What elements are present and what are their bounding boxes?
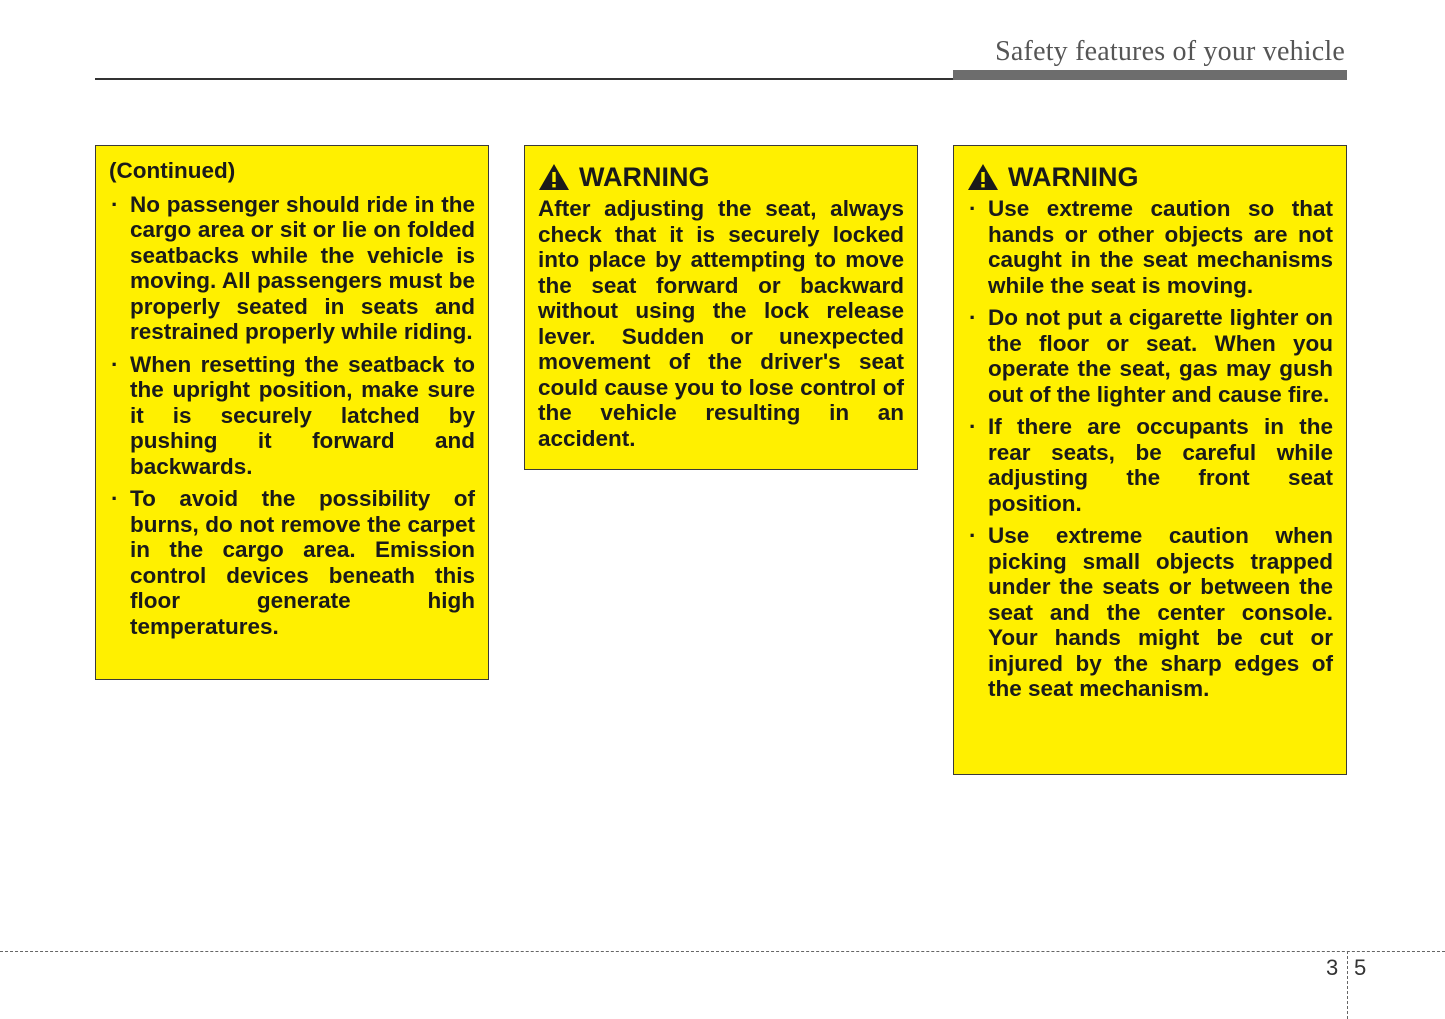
list-item: · Use extreme caution so that hands or other objects are not caught in the seat mechanisms while the seat is moving.	[967, 196, 1333, 298]
list-item: · Use extreme caution when picking small objects trapped under the seats or between the seat and the center console. Your hands might be cut or injured by the sharp edges of the seat mechanism.	[967, 523, 1333, 702]
warning-bullet-list	[967, 196, 1333, 702]
warning-triangle-icon	[967, 163, 999, 191]
warning-label: WARNING	[579, 162, 710, 192]
page-number-divider	[1347, 951, 1348, 1019]
page-number: 5	[1354, 955, 1367, 980]
list-item: · No passenger should ride in the cargo area or sit or lie on folded seatbacks while the vehicle is moving. All passengers must be properly seated in seats and restrained properly while riding.	[109, 192, 475, 345]
list-item: · When resetting the seatback to the upright position, make sure it is securely latched by pushing it forward and backwards.	[109, 352, 475, 480]
chapter-number: 3	[1326, 955, 1339, 980]
list-item: · To avoid the possibility of burns, do not remove the carpet in the cargo area. Emission control devices beneath this floor generate high temperatures.	[109, 486, 475, 639]
header-rule	[95, 78, 953, 80]
warning-label: WARNING	[1008, 162, 1139, 192]
continued-label: (Continued)	[109, 158, 236, 183]
footer-rule	[0, 951, 1445, 952]
seat-mechanism-warning-box	[953, 145, 1347, 775]
section-title: Safety features of your vehicle	[995, 36, 1345, 67]
continued-bullet-list	[109, 192, 475, 640]
continued-warning-box	[95, 145, 489, 680]
warning-heading	[967, 162, 1333, 192]
list-item: · If there are occupants in the rear seats, be careful while adjusting the front seat position.	[967, 414, 1333, 516]
list-item: · Do not put a cigarette lighter on the floor or seat. When you operate the seat, gas may gush out of the lighter and cause fire.	[967, 305, 1333, 407]
warning-triangle-icon	[538, 163, 570, 191]
warning-heading	[538, 162, 904, 192]
seat-lock-warning-box	[524, 145, 918, 470]
header-rule-accent	[953, 70, 1347, 80]
warning-text: After adjusting the seat, always check that it is securely locked into place by attempting to move the seat forward or backward without using the lock release lever. Sudden or unexpected movement of the driver's seat could cause you to lose control of the vehicle resulting in an accident.	[538, 196, 904, 451]
